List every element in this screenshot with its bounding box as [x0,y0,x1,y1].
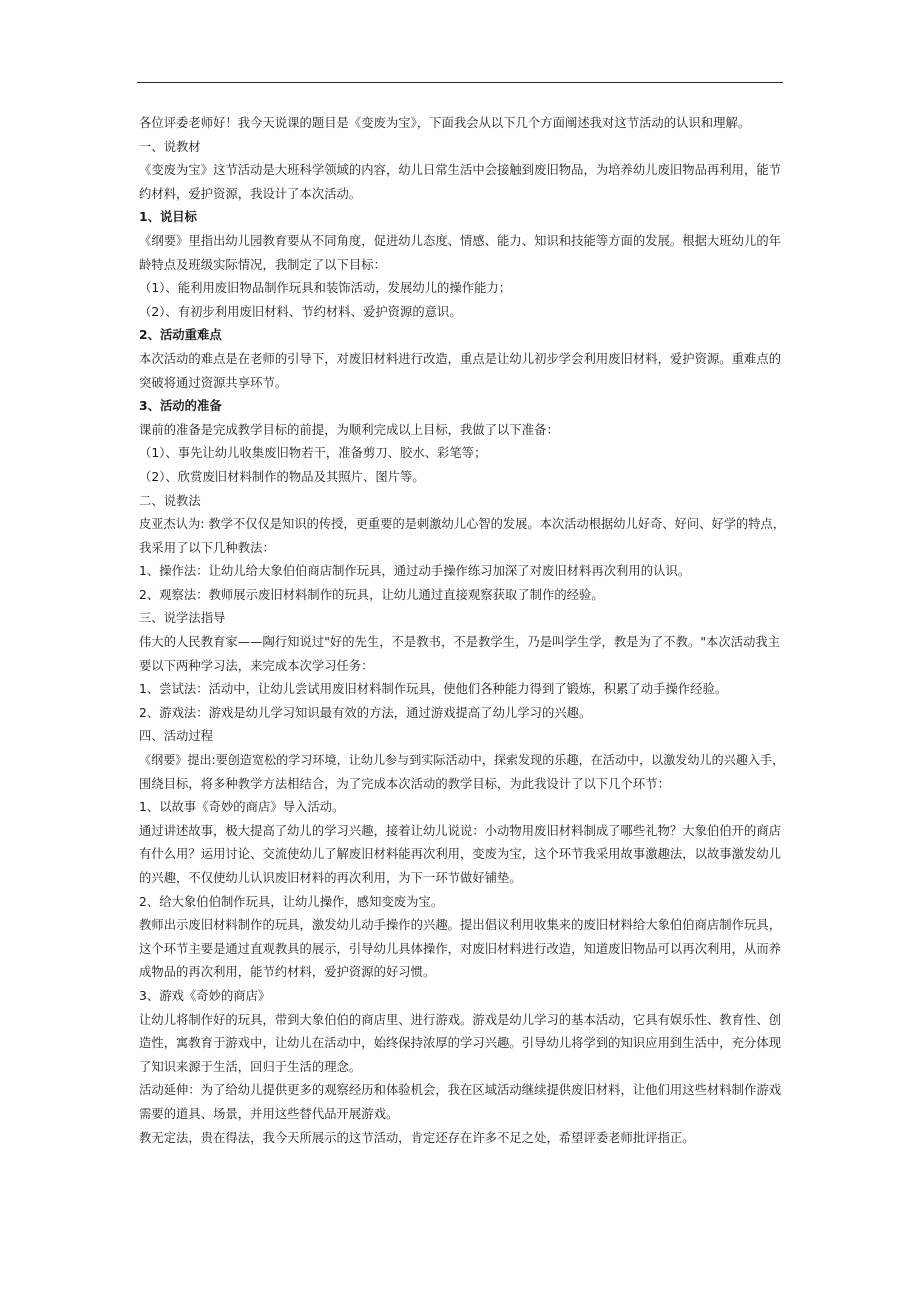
text-line: 活动延伸：为了给幼儿提供更多的观察经历和体验机会，我在区域活动继续提供废旧材料，让他们用这些材料制作游戏 [139,1083,782,1098]
text-line: 需要的道具、场景，并用这些替代品开展游戏。 [139,1106,399,1121]
text-line: 通过讲述故事，极大提高了幼儿的学习兴趣，接着让幼儿说说：小动物用废旧材料制成了哪些礼物？大象伯伯开的商店 [139,823,782,838]
text-line: 1、说目标 [139,210,197,225]
text-line: （2）、欣赏废旧材料制作的物品及其照片、图片等。 [139,469,425,484]
text-line: 2、观察法：教师展示废旧材料制作的玩具，让幼儿通过直接观察获取了制作的经验。 [139,587,604,602]
text-line: 我采用了以下几种教法： [139,540,275,555]
text-line: 成物品的再次利用，能节约材料，爱护资源的好习惯。 [139,965,436,980]
text-line: 一、说教材 [139,139,201,154]
text-line: 3、活动的准备 [139,399,222,414]
text-line: 三、说学法指导 [139,611,226,626]
text-line: 2、活动重难点 [139,328,222,343]
text-line: 1、尝试法：活动中，让幼儿尝试用废旧材料制作玩具，使他们各种能力得到了锻炼，积累了动手操作经验。 [139,682,728,697]
text-line: 造性，寓教育于游戏中，让幼儿在活动中，始终保持浓厚的学习兴趣。引导幼儿将学到的知识应用到生活中，充分体现 [139,1036,782,1051]
text-line: 这个环节主要是通过直观教具的展示，引导幼儿具体操作，对废旧材料进行改造，知道废旧物品可以再次利用，从而养 [139,941,782,956]
text-line: 围绕目标，将多种教学方法相结合，为了完成本次活动的教学目标，为此我设计了以下几个环节： [139,776,670,791]
text-line: 要以下两种学习法，来完成本次学习任务： [139,658,374,673]
document-body [139,112,785,1150]
text-line: 1、操作法：让幼儿给大象伯伯商店制作玩具，通过动手操作练习加深了对废旧材料再次利用的认识。 [139,564,691,579]
text-line: （1）、事先让幼儿收集废旧物若干，准备剪刀、胶水、彩笔等； [139,446,487,461]
text-line: 1、以故事《奇妙的商店》导入活动。 [139,800,345,815]
text-line: 伟大的人民教育家——陶行知说过"好的先生，不是教书，不是教学生，乃是叫学生学，教是为了不教。"本次活动我主 [139,635,781,650]
text-line: 了知识来源于生活，回归于生活的理念。 [139,1059,362,1074]
text-line: 四、活动过程 [139,729,214,744]
header-rule [137,82,783,83]
text-line: 《纲要》提出:要创造宽松的学习环境，让幼儿参与到实际活动中，探索发现的乐趣，在活动中，以激发幼儿的兴趣入手， [139,753,785,768]
text-line: （1）、能利用废旧物品制作玩具和装饰活动，发展幼儿的操作能力； [139,281,512,296]
text-line: 《纲要》里指出幼儿园教育要从不同角度，促进幼儿态度、情感、能力、知识和技能等方面的发展。根据大班幼儿的年 [139,233,782,248]
text-line: 有什么用？运用讨论、交流使幼儿了解废旧材料能再次利用，变废为宝，这个环节我采用故事激趣法，以故事激发幼儿 [139,847,782,862]
text-line: 让幼儿将制作好的玩具，带到大象伯伯的商店里、进行游戏。游戏是幼儿学习的基本活动，它具有娱乐性、教育性、创 [139,1012,782,1027]
text-line: 课前的准备是完成教学目标的前提，为顺利完成以上目标，我做了以下准备： [139,422,559,437]
text-line: （2）、有初步利用废旧材料、节约材料、爱护资源的意识。 [139,304,462,319]
text-line: 皮亚杰认为: 教学不仅仅是知识的传授，更重要的是刺激幼儿心智的发展。本次活动根据幼儿好奇、好问、好学的特点， [139,517,786,532]
text-line: 二、说教法 [139,493,201,508]
text-line: 2、给大象伯伯制作玩具，让幼儿操作，感知变废为宝。 [139,894,444,909]
text-line: 的兴趣，不仅使幼儿认识废旧材料的再次利用，为下一环节做好铺垫。 [139,871,522,885]
text-line: 2、游戏法：游戏是幼儿学习知识最有效的方法，通过游戏提高了幼儿学习的兴趣。 [139,705,592,720]
text-line: 各位评委老师好！我今天说课的题目是《变废为宝》，下面我会从以下几个方面阐述我对这节活动的认识和理解。 [139,116,751,130]
text-line: 约材料，爱护资源，我设计了本次活动。 [139,186,362,201]
text-line: 突破将通过资源共享环节。 [139,375,288,390]
text-line: 《变废为宝》这节活动是大班科学领域的内容，幼儿日常生活中会接触到废旧物品，为培养幼儿废旧物品再利用，能节 [139,163,782,178]
text-line: 教无定法，贵在得法，我今天所展示的这节活动，肯定还存在许多不足之处，希望评委老师批评指正。 [139,1130,695,1145]
text-line: 龄特点及班级实际情况，我制定了以下目标： [139,257,386,272]
text-line: 教师出示废旧材料制作的玩具，激发幼儿动手操作的兴趣。提出倡议利用收集来的废旧材料给大象伯伯商店制作玩具， [139,918,782,933]
text-line: 本次活动的难点是在老师的引导下，对废旧材料进行改造，重点是让幼儿初步学会利用废旧材料，爱护资源。重难点的 [139,351,782,366]
text-line: 3、游戏《奇妙的商店》 [139,988,271,1003]
